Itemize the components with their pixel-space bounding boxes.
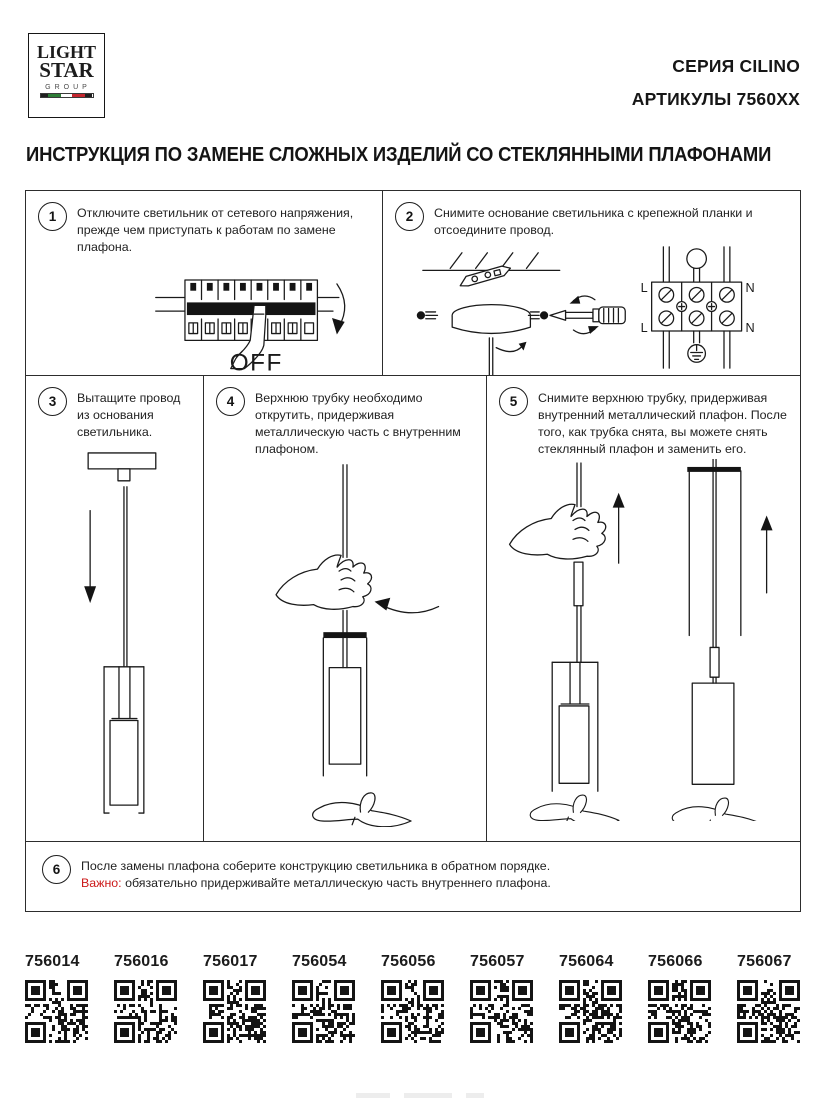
- important-text: обязательно придерживайте металлическую часть внутреннего плафона.: [121, 875, 551, 890]
- step-number-badge: 3: [38, 387, 67, 416]
- important-label: Важно:: [81, 875, 122, 890]
- unscrew-tube-illustration: [217, 457, 473, 827]
- article-code: 756054: [292, 953, 347, 970]
- step-4-text: Верхнюю трубку необходимо открутить, придерживая металлическую часть с внутренним плафоном.: [255, 391, 461, 456]
- qr-code: [648, 980, 711, 1043]
- step-4-cell: [203, 376, 486, 841]
- step-number-badge: 4: [216, 387, 245, 416]
- step-1-text: Отключите светильник от сетевого напряжения, прежде чем приступать к работам по замене плафона.: [77, 206, 354, 254]
- articles-title: АРТИКУЛЫ 7560XX: [631, 89, 800, 109]
- series-title: СЕРИЯ CILINO: [672, 56, 800, 76]
- logo-line-star: STAR: [39, 58, 94, 82]
- article-code: 756056: [381, 953, 436, 970]
- qr-code: [292, 980, 355, 1043]
- logo-line-light: LIGHT: [36, 42, 97, 62]
- step-6-text: [81, 855, 551, 892]
- article-code: 756016: [114, 953, 169, 970]
- step-number-badge: 5: [499, 387, 528, 416]
- article-item: [559, 953, 623, 1043]
- page-bottom-cut-text: [356, 1093, 484, 1098]
- article-item: [648, 953, 712, 1043]
- article-item: [114, 953, 178, 1043]
- terminal-label-n-top: N: [745, 279, 755, 295]
- article-code: 756066: [648, 953, 703, 970]
- article-code: 756017: [203, 953, 258, 970]
- step-2-text: Снимите основание светильника с крепежной планки и отсоедините провод.: [434, 206, 753, 237]
- article-code: 756064: [559, 953, 614, 970]
- off-label: OFF: [229, 349, 283, 375]
- terminal-label-l-top: L: [640, 279, 648, 295]
- step-6-cell: [26, 841, 800, 911]
- step-number-badge: 2: [395, 202, 424, 231]
- terminal-label-l-bottom: L: [640, 319, 648, 335]
- step-number-badge: 6: [42, 855, 71, 884]
- article-item: [381, 953, 445, 1043]
- logo-line-group: GROUP: [45, 83, 91, 91]
- article-code: 756057: [470, 953, 525, 970]
- step-3-cell: [26, 376, 203, 841]
- qr-code: [203, 980, 266, 1043]
- step-6-line1: После замены плафона соберите конструкцию светильника в обратном порядке.: [81, 859, 551, 873]
- step-5-cell: [486, 376, 800, 841]
- article-list: [25, 953, 801, 1043]
- qr-code: [114, 980, 177, 1043]
- terminal-label-n-bottom: N: [745, 319, 755, 335]
- qr-code: [381, 980, 444, 1043]
- pull-wire-illustration: [40, 443, 190, 821]
- step-2-cell: [382, 191, 800, 375]
- step-6-line2: [81, 875, 551, 892]
- breaker-off-illustration: [146, 258, 370, 375]
- qr-code: [737, 980, 800, 1043]
- qr-code: [470, 980, 533, 1043]
- step-5-text: Снимите верхнюю трубку, придерживая внутренний металлический плафон. После того, как трубка снята, вы можете снять стеклянный плафон и заменить его.: [538, 391, 787, 456]
- article-item: [737, 953, 801, 1043]
- step-3-text: Вытащите провод из основания светильника.: [77, 391, 181, 439]
- article-item: [25, 953, 89, 1043]
- step-1-cell: [26, 191, 382, 375]
- article-item: [470, 953, 534, 1043]
- italian-flag-bar: [40, 93, 94, 98]
- article-item: [292, 953, 356, 1043]
- article-item: [203, 953, 267, 1043]
- step-number-badge: 1: [38, 202, 67, 231]
- instruction-table: [25, 190, 801, 912]
- page-title: ИНСТРУКЦИЯ ПО ЗАМЕНЕ СЛОЖНЫХ ИЗДЕЛИЙ СО СТЕКЛЯННЫМИ ПЛАФОНАМИ: [26, 143, 772, 166]
- article-code: 756014: [25, 953, 80, 970]
- qr-code: [559, 980, 622, 1043]
- lightstar-logo: [28, 33, 105, 118]
- lift-tube-illustration: [504, 459, 649, 821]
- tube-removed-illustration: [659, 459, 784, 821]
- base-removal-illustration: [401, 243, 783, 375]
- qr-code: [25, 980, 88, 1043]
- header-right: [632, 50, 800, 116]
- article-code: 756067: [737, 953, 792, 970]
